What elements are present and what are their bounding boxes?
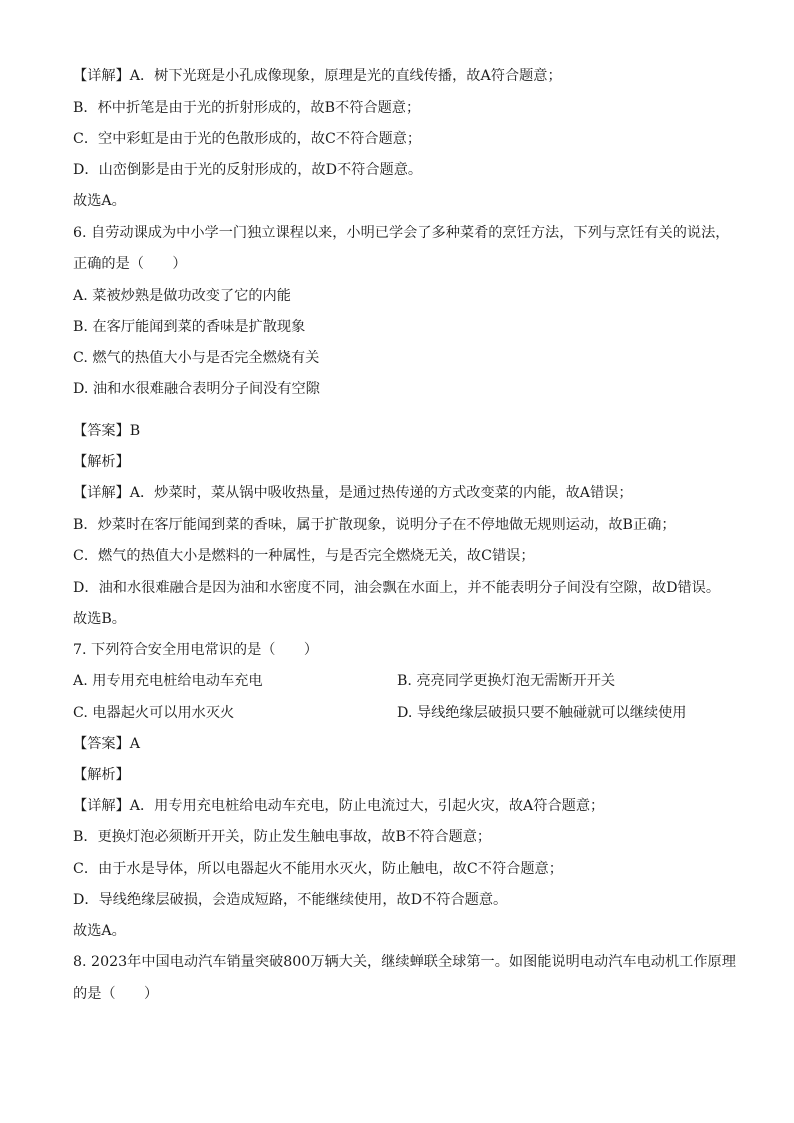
q6-conclusion: 故选B。: [73, 611, 126, 627]
q6-explanation-line: C．燃气的热值大小是燃料的一种属性，与是否完全燃烧无关，故C错误；: [73, 548, 535, 564]
q7-explanation-line: C．由于水是导体，所以电器起火不能用水灭火，防止触电，故C不符合题意；: [73, 861, 563, 877]
q5-explanation-line: D．山峦倒影是由于光的反射形成的，故D不符合题意。: [73, 162, 423, 178]
q6-option-a: A. 菜被炒熟是做功改变了它的内能: [73, 288, 291, 304]
q7-explanation-line: 【详解】A．用专用充电桩给电动车充电，防止电流过大，引起火灾，故A符合题意；: [73, 798, 605, 814]
q6-stem: 正确的是（ ）: [73, 256, 187, 272]
q7-explanation-line: B．更换灯泡必须断开开关，防止发生触电事故，故B不符合题意；: [73, 829, 492, 845]
q7-explanation-line: D．导线绝缘层破损，会造成短路，不能继续使用，故D不符合题意。: [73, 892, 508, 908]
q7-answer: 【答案】A: [73, 736, 140, 752]
q7-option-c: C. 电器起火可以用水灭火: [73, 705, 235, 721]
q6-explanation-line: 【详解】A．炒菜时，菜从锅中吸收热量，是通过热传递的方式改变菜的内能，故A错误；: [73, 485, 633, 501]
q7-option-d: D. 导线绝缘层破损只要不触碰就可以继续使用: [397, 705, 687, 721]
q5-explanation-line: B．杯中折笔是由于光的折射形成的，故B不符合题意；: [73, 100, 421, 116]
q6-option-d: D. 油和水很难融合表明分子间没有空隙: [73, 381, 320, 397]
q6-answer: 【答案】B: [73, 423, 141, 439]
q7-stem: 7. 下列符合安全用电常识的是（ ）: [73, 642, 319, 658]
q7-option-b: B. 亮亮同学更换灯泡无需断开开关: [397, 673, 616, 689]
q7-analysis-label: 【解析】: [73, 767, 130, 783]
q8-stem: 的是（ ）: [73, 986, 159, 1002]
q7-option-a: A. 用专用充电桩给电动车充电: [73, 673, 263, 689]
q5-explanation-line: 【详解】A．树下光斑是小孔成像现象，原理是光的直线传播，故A符合题意；: [73, 68, 562, 84]
q5-explanation-line: C．空中彩虹是由于光的色散形成的，故C不符合题意；: [73, 131, 422, 147]
q6-analysis-label: 【解析】: [73, 454, 130, 470]
q6-option-b: B. 在客厅能闻到菜的香味是扩散现象: [73, 319, 306, 335]
q6-explanation-line: B．炒菜时在客厅能闻到菜的香味，属于扩散现象，说明分子在不停地做无规则运动，故B正确；: [73, 517, 676, 533]
q8-stem: 8. 2023年中国电动汽车销量突破800万辆大关，继续蝉联全球第一。如图能说明电动汽车电动机工作原理: [73, 954, 736, 970]
q5-conclusion: 故选A。: [73, 193, 126, 209]
q6-option-c: C. 燃气的热值大小与是否完全燃烧有关: [73, 350, 320, 366]
q6-stem: 6. 自劳动课成为中小学一门独立课程以来，小明已学会了多种菜肴的烹饪方法，下列与烹饪有关的说法，: [73, 225, 730, 241]
q6-explanation-line: D．油和水很难融合是因为油和水密度不同，油会飘在水面上，并不能表明分子间没有空隙，故D错误。: [73, 580, 721, 596]
q7-conclusion: 故选A。: [73, 923, 126, 939]
